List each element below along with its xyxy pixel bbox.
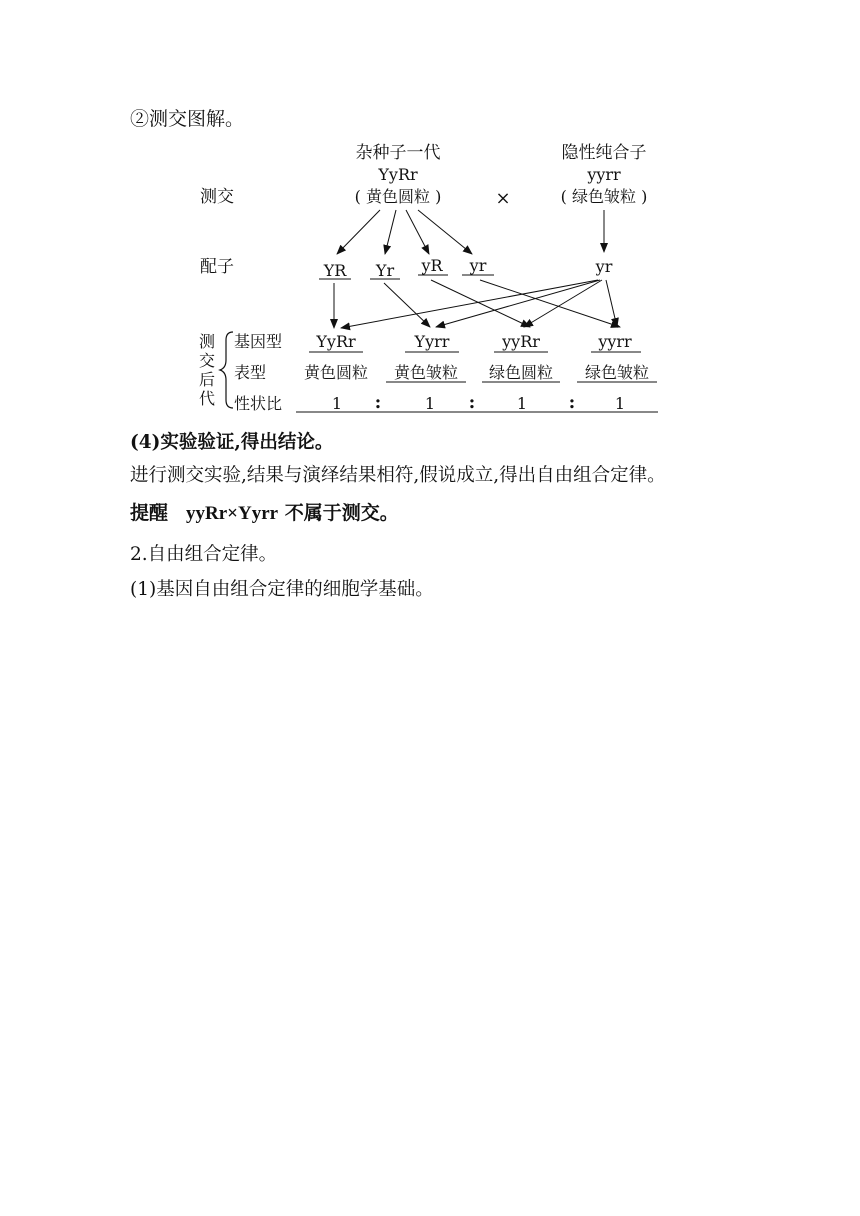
arrow-yR-down xyxy=(431,280,530,327)
offspring-genotype-1: YyRr xyxy=(316,332,356,351)
row-label-phenotype: 表型 xyxy=(234,363,267,382)
arrow-p1-to-Yr xyxy=(385,210,396,254)
ratio-value-1: 1 xyxy=(331,394,343,413)
offspring-phenotype-3: 绿色圆粒 xyxy=(488,363,554,382)
section2-title: 2.自由组合定律。 xyxy=(130,544,278,565)
gamete-p1-4: yr xyxy=(469,256,487,275)
tip-label: 提醒 xyxy=(130,502,169,524)
ratio-value-2: 1 xyxy=(424,394,436,413)
arrow-p2yr-to-o1 xyxy=(341,280,598,328)
gamete-p2: yr xyxy=(595,257,613,276)
testcross-label: 测交 xyxy=(200,187,234,207)
offspring-genotype-3: yyRr xyxy=(502,332,540,351)
offspring-brace xyxy=(220,332,233,408)
gamete-p1-3: yR xyxy=(421,256,443,275)
parent2-title: 隐性纯合子 xyxy=(561,143,647,163)
arrow-yr-down xyxy=(480,280,620,327)
cross-symbol: × xyxy=(495,188,511,209)
arrow-p1-to-YR xyxy=(337,210,380,254)
section-4-body: 进行测交实验,结果与演绎结果相符,假说成立,得出自由组合定律。 xyxy=(130,465,666,486)
tip-text: 不属于测交。 xyxy=(284,502,399,524)
parent2-genotype: yyrr xyxy=(587,165,621,184)
offspring-side-4: 代 xyxy=(199,389,216,408)
arrow-p2yr-to-o2 xyxy=(436,280,600,327)
section-4-title: (4)实验验证,得出结论。 xyxy=(130,432,334,453)
gametes-label: 配子 xyxy=(200,257,234,277)
gamete-p1-2: Yr xyxy=(375,261,395,280)
section2-sub1: (1)基因自由组合定律的细胞学基础。 xyxy=(130,579,434,600)
offspring-side-2: 交 xyxy=(199,351,216,370)
parent1-title: 杂种子一代 xyxy=(355,143,441,163)
testcross-diagram xyxy=(0,0,860,430)
offspring-side-1: 测 xyxy=(199,332,216,351)
row-label-ratio: 性状比 xyxy=(234,394,283,413)
parent1-genotype: YyRr xyxy=(378,165,418,184)
arrow-p2yr-to-o4 xyxy=(606,280,617,327)
offspring-phenotype-2: 黄色皱粒 xyxy=(393,363,459,382)
arrow-p2yr-to-o3 xyxy=(524,280,602,327)
row-label-genotype: 基因型 xyxy=(234,332,283,351)
ratio-sep-3: : xyxy=(568,392,576,413)
ratio-sep-1: : xyxy=(374,392,382,413)
parent2-phenotype: ( 绿色皱粒 ) xyxy=(560,187,648,206)
offspring-genotype-2: Yyrr xyxy=(414,332,450,351)
tip-line xyxy=(130,498,399,525)
arrow-Yr-down xyxy=(384,283,430,327)
gamete-p1-1: YR xyxy=(323,261,347,280)
ratio-sep-2: : xyxy=(468,392,476,413)
offspring-genotype-4: yyrr xyxy=(598,332,632,351)
parent1-phenotype: ( 黄色圆粒 ) xyxy=(354,187,442,206)
offspring-phenotype-1: 黄色圆粒 xyxy=(303,363,369,382)
ratio-value-4: 1 xyxy=(614,394,626,413)
offspring-phenotype-4: 绿色皱粒 xyxy=(584,363,650,382)
tip-formula: yyRr×Yyrr xyxy=(186,503,279,524)
step-title: ②测交图解。 xyxy=(130,108,245,130)
offspring-side-3: 后 xyxy=(199,370,216,389)
ratio-value-3: 1 xyxy=(516,394,528,413)
